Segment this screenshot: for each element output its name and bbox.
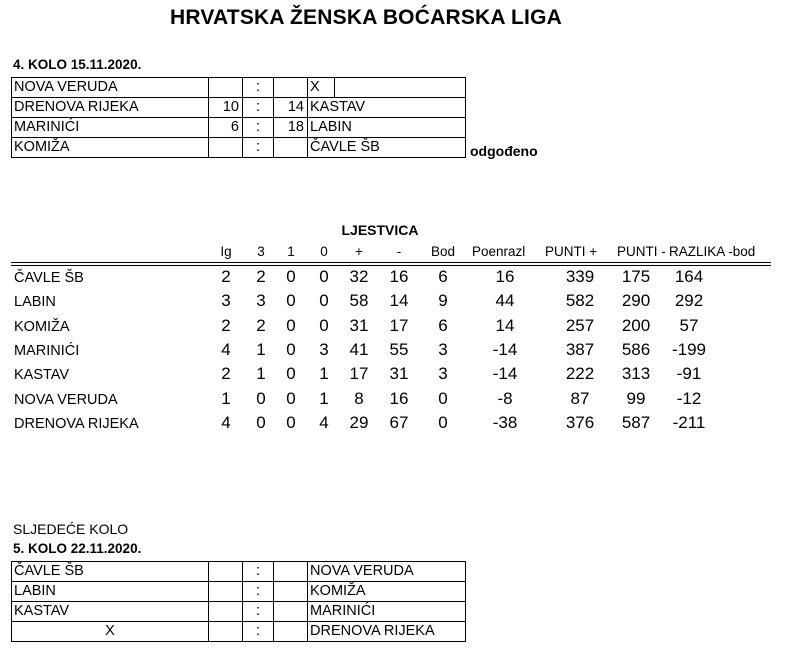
cell-punti-minus: 175 [621,267,651,286]
home-score [209,78,243,98]
away-team: LABIN [308,118,466,138]
cell-wins: 2 [256,316,266,335]
score-separator: : [243,118,274,138]
cell-minus: 31 [389,364,409,383]
home-score [209,138,243,158]
cell-plus: 41 [349,340,369,359]
cell-minus: 17 [389,316,409,335]
cell-razlika: -91 [676,364,702,383]
home-team: MARINIĆI [12,118,209,138]
cell-poenrazl: 44 [495,291,515,310]
away-team: KASTAV [308,98,466,118]
cell-razlika: 292 [674,291,704,310]
cell-punti-minus: 200 [621,316,651,335]
team-name: ČAVLE ŠB [14,270,84,286]
score-separator: : [243,562,274,582]
cell-razlika: -199 [671,340,707,359]
next-round-heading: 5. KOLO 22.11.2020. [13,541,142,556]
cell-draws: 0 [286,389,296,408]
match-row [12,602,466,622]
match-row [12,582,466,602]
team-name: KASTAV [14,367,70,383]
cell-plus: 58 [349,291,369,310]
cell-ig: 2 [221,267,231,286]
cell-bod: 6 [438,267,448,286]
cell-losses: 0 [319,316,329,335]
team-name: LABIN [14,294,56,310]
cell-losses: 0 [319,291,329,310]
away-team: KOMIŽA [308,582,466,602]
cell-poenrazl: -14 [492,364,518,383]
header-punti-minus: PUNTI - [617,244,666,259]
header-divider [11,265,771,266]
away-score [274,622,308,642]
cell-wins: 2 [256,267,266,286]
team-name: MARINIĆI [14,343,80,359]
cell-punti-plus: 387 [565,340,595,359]
cell-wins: 1 [256,364,266,383]
cell-minus: 67 [389,413,409,432]
home-team: NOVA VERUDA [12,78,209,98]
home-team: X [12,622,209,642]
team-name: NOVA VERUDA [14,392,118,408]
cell-punti-plus: 222 [565,364,595,383]
cell-minus: 55 [389,340,409,359]
cell-losses: 4 [319,413,329,432]
cell-losses: 1 [319,364,329,383]
cell-minus: 16 [389,389,409,408]
cell-draws: 0 [286,291,296,310]
cell-bod: 3 [438,340,448,359]
cell-punti-minus: 290 [621,291,651,310]
cell-ig: 4 [221,413,231,432]
cell-poenrazl: -38 [492,413,518,432]
cell-punti-minus: 587 [621,413,651,432]
away-team: DRENOVA RIJEKA [308,622,466,642]
cell-losses: 0 [319,267,329,286]
header-poenrazl: Poenrazl [472,244,526,259]
cell-draws: 0 [286,316,296,335]
standings-title: LJESTVICA [341,222,419,238]
team-name: DRENOVA RIJEKA [14,416,139,432]
header-bod: Bod [430,244,456,259]
away-score: 18 [274,118,308,138]
cell-razlika: 57 [679,316,699,335]
cell-poenrazl: 16 [495,267,515,286]
away-team: ČAVLE ŠB [308,138,466,158]
cell-draws: 0 [286,340,296,359]
cell-bod: 6 [438,316,448,335]
cell-draws: 0 [286,364,296,383]
match-row [12,118,466,138]
cell-plus: 17 [349,364,369,383]
cell-wins: 0 [256,413,266,432]
cell-bod: 9 [438,291,448,310]
cell-poenrazl: -14 [492,340,518,359]
cell-plus: 29 [349,413,369,432]
page-title: HRVATSKA ŽENSKA BOĆARSKA LIGA [170,6,562,29]
cell-draws: 0 [286,267,296,286]
next-round-label: SLJEDEĆE KOLO [13,521,129,537]
home-score [209,622,243,642]
cell-ig: 3 [221,291,231,310]
cell-razlika: -12 [676,389,702,408]
cell-wins: 3 [256,291,266,310]
match-row [12,138,466,158]
cell-punti-minus: 99 [626,389,646,408]
header-punti-plus: PUNTI + [545,244,598,259]
match-row [12,78,466,98]
current-round-heading: 4. KOLO 15.11.2020. [13,57,142,72]
cell-bod: 0 [438,389,448,408]
cell-wins: 0 [256,389,266,408]
cell-ig: 4 [221,340,231,359]
away-team: MARINIĆI [308,602,466,622]
header-ig: Ig [220,244,232,259]
header-minus: - [396,244,402,259]
team-name: KOMIŽA [14,319,70,335]
cell-ig: 1 [221,389,231,408]
away-team [308,78,466,98]
header-wins: 3 [257,244,265,259]
cell-plus: 32 [349,267,369,286]
home-team: LABIN [12,582,209,602]
away-team-label: X [310,78,335,97]
home-team: DRENOVA RIJEKA [12,98,209,118]
away-score [274,78,308,98]
cell-punti-minus: 313 [621,364,651,383]
score-separator: : [243,582,274,602]
match-row [12,562,466,582]
cell-poenrazl: 14 [495,316,515,335]
current-round-table [11,77,466,158]
header-plus: + [355,244,363,259]
header-draws: 1 [287,244,295,259]
cell-minus: 14 [389,291,409,310]
score-separator: : [243,138,274,158]
home-score [209,562,243,582]
cell-punti-minus: 586 [621,340,651,359]
cell-punti-plus: 257 [565,316,595,335]
match-row [12,622,466,642]
cell-draws: 0 [286,413,296,432]
home-score: 6 [209,118,243,138]
cell-punti-plus: 87 [570,389,590,408]
cell-wins: 1 [256,340,266,359]
home-team: KOMIŽA [12,138,209,158]
header-razlika: RAZLIKA -bod [669,244,756,259]
home-score [209,602,243,622]
cell-punti-plus: 376 [565,413,595,432]
cell-poenrazl: -8 [497,389,513,408]
cell-bod: 3 [438,364,448,383]
away-score [274,138,308,158]
match-row [12,98,466,118]
home-team: KASTAV [12,602,209,622]
cell-punti-plus: 582 [565,291,595,310]
header-divider [11,262,771,263]
away-score [274,562,308,582]
away-score: 14 [274,98,308,118]
cell-razlika: -211 [672,413,706,432]
header-losses: 0 [320,244,328,259]
cell-minus: 16 [389,267,409,286]
cell-losses: 1 [319,389,329,408]
score-separator: : [243,602,274,622]
cell-ig: 2 [221,316,231,335]
away-score [274,582,308,602]
home-score [209,582,243,602]
away-score [274,602,308,622]
score-separator: : [243,622,274,642]
cell-ig: 2 [221,364,231,383]
postponed-note: odgođeno [470,143,538,159]
score-separator: : [243,98,274,118]
away-team: NOVA VERUDA [308,562,466,582]
home-team: ČAVLE ŠB [12,562,209,582]
cell-plus: 8 [354,389,364,408]
home-score: 10 [209,98,243,118]
score-separator: : [243,78,274,98]
cell-razlika: 164 [674,267,704,286]
cell-losses: 3 [319,340,329,359]
cell-bod: 0 [438,413,448,432]
cell-plus: 31 [349,316,369,335]
cell-punti-plus: 339 [565,267,595,286]
next-round-table [11,561,466,642]
